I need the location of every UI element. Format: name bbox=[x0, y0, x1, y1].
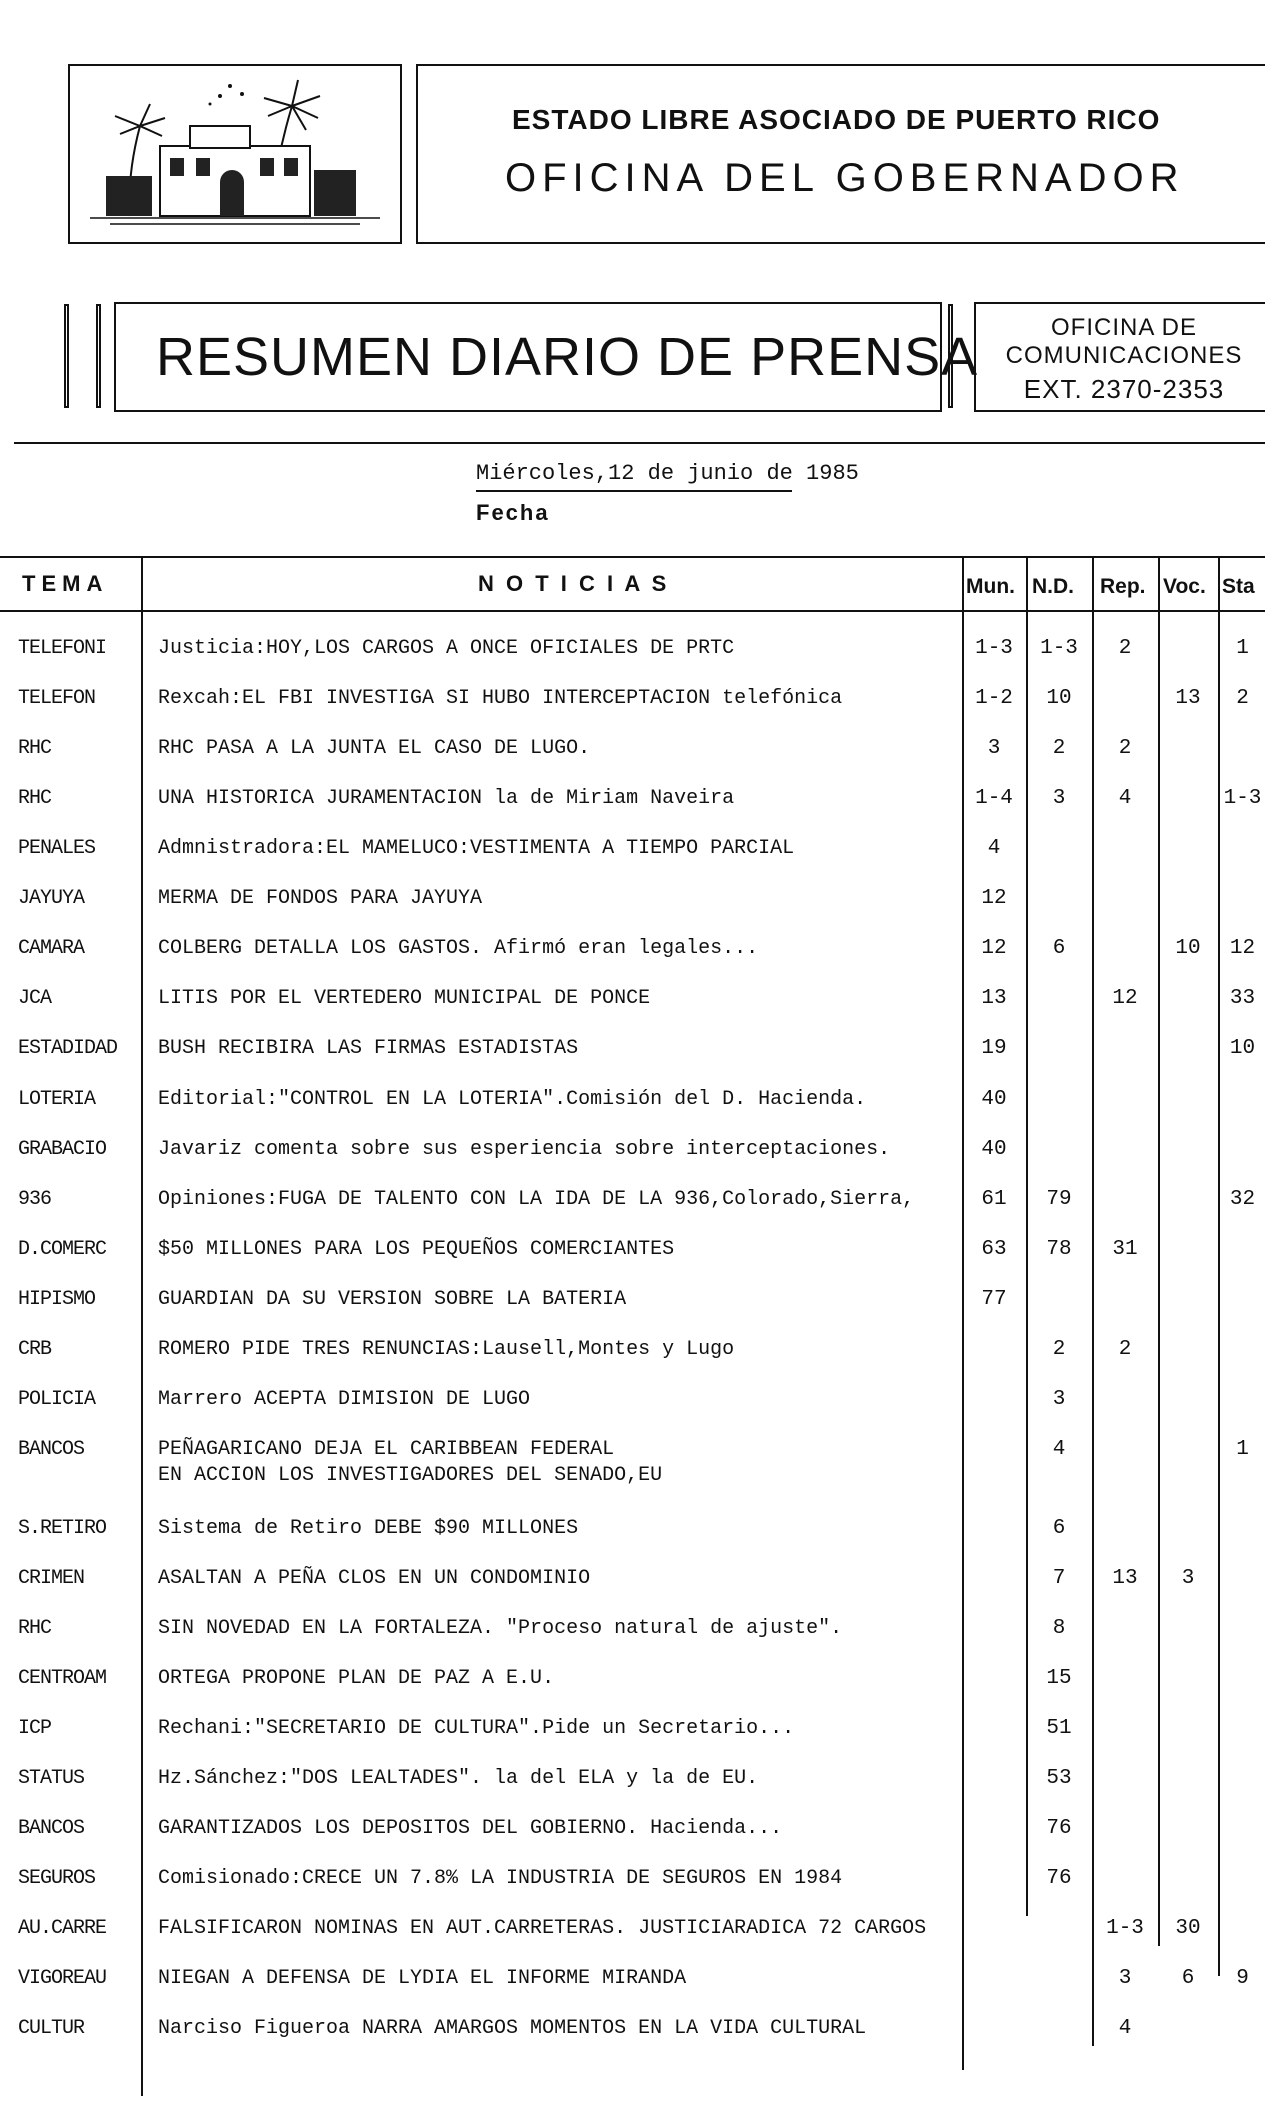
row-rep-page: 1-3 bbox=[1106, 1917, 1144, 1940]
row-voc-page: 10 bbox=[1175, 937, 1201, 960]
row-star-page: 9 bbox=[1236, 1967, 1249, 1990]
row-nd-page: 78 bbox=[1046, 1238, 1072, 1261]
row-mun-page: 1-2 bbox=[975, 687, 1013, 710]
row-noticia: Comisionado:CRECE UN 7.8% LA INDUSTRIA DE SEGUROS EN 1984 bbox=[158, 1867, 843, 1890]
row-noticia: Marrero ACEPTA DIMISION DE LUGO bbox=[158, 1388, 531, 1411]
row-noticia: COLBERG DETALLA LOS GASTOS. Afirmó eran legales... bbox=[158, 937, 759, 960]
header-noticias: N O T I C I A S bbox=[478, 571, 670, 596]
left-bar-1 bbox=[64, 304, 69, 408]
row-rep-page: 4 bbox=[1118, 2017, 1132, 2040]
row-mun-page: 40 bbox=[981, 1088, 1007, 1111]
row-tema: RHC bbox=[18, 1617, 52, 1640]
row-nd-page: 15 bbox=[1046, 1667, 1072, 1690]
row-tema: HIPISMO bbox=[18, 1288, 96, 1311]
row-rep-page: 3 bbox=[1118, 1967, 1132, 1990]
row-noticia: MERMA DE FONDOS PARA JAYUYA bbox=[158, 887, 483, 910]
row-nd-page: 6 bbox=[1052, 937, 1066, 960]
row-star-page: 10 bbox=[1229, 1037, 1256, 1060]
row-tema: BANCOS bbox=[18, 1817, 85, 1840]
row-nd-page: 3 bbox=[1052, 1388, 1066, 1411]
comunicaciones-line-2: COMUNICACIONES bbox=[1005, 342, 1243, 369]
row-noticia: PEÑAGARICANO DEJA EL CARIBBEAN FEDERAL bbox=[158, 1438, 615, 1461]
row-tema: 936 bbox=[18, 1188, 52, 1211]
row-star-page: 1 bbox=[1236, 1438, 1249, 1461]
fecha-label: Fecha bbox=[476, 500, 550, 525]
row-noticia: ORTEGA PROPONE PLAN DE PAZ A E.U. bbox=[158, 1667, 555, 1690]
row-tema: STATUS bbox=[18, 1767, 85, 1790]
fecha-underline bbox=[476, 490, 792, 492]
row-tema: LOTERIA bbox=[18, 1088, 96, 1111]
header-nd: N.D. bbox=[1032, 575, 1074, 598]
col-divider-tema bbox=[141, 556, 143, 2096]
row-noticia: Admnistradora:EL MAMELUCO:VESTIMENTA A TIEMPO PARCIAL bbox=[158, 837, 795, 860]
logo-frame bbox=[68, 64, 402, 244]
row-tema: AU.CARRE bbox=[18, 1917, 107, 1940]
header-mun: Mun. bbox=[966, 575, 1015, 598]
comunicaciones-line-1: OFICINA DE bbox=[1050, 314, 1198, 341]
row-star-page: 32 bbox=[1229, 1188, 1256, 1211]
row-star-page: 12 bbox=[1229, 937, 1256, 960]
row-nd-page: 3 bbox=[1052, 787, 1066, 810]
row-tema: RHC bbox=[18, 737, 52, 760]
oficina-gobernador-heading: OFICINA DEL GOBERNADOR bbox=[505, 156, 1185, 200]
row-noticia: Opiniones:FUGA DE TALENTO CON LA IDA DE LA 936,Colorado,Sierra, bbox=[158, 1188, 915, 1211]
col-divider-noticias bbox=[962, 556, 964, 2070]
row-nd-page: 7 bbox=[1052, 1567, 1066, 1590]
row-star-page: 2 bbox=[1236, 687, 1249, 710]
row-noticia: Justicia:HOY,LOS CARGOS A ONCE OFICIALES DE PRTC bbox=[158, 637, 735, 660]
row-star-page: 1 bbox=[1236, 637, 1249, 660]
row-mun-page: 19 bbox=[981, 1037, 1007, 1060]
row-tema: D.COMERC bbox=[18, 1238, 107, 1261]
row-mun-page: 13 bbox=[981, 987, 1007, 1010]
row-nd-page: 6 bbox=[1052, 1517, 1066, 1540]
row-noticia: Narciso Figueroa NARRA AMARGOS MOMENTOS EN LA VIDA CULTURAL bbox=[158, 2017, 867, 2040]
row-noticia: Editorial:"CONTROL EN LA LOTERIA".Comisión del D. Hacienda. bbox=[158, 1088, 867, 1111]
row-noticia: NIEGAN A DEFENSA DE LYDIA EL INFORME MIRANDA bbox=[158, 1967, 687, 1990]
row-mun-page: 63 bbox=[981, 1238, 1007, 1261]
row-noticia: GARANTIZADOS LOS DEPOSITOS DEL GOBIERNO. Hacienda... bbox=[158, 1817, 783, 1840]
title-frame bbox=[416, 64, 1265, 244]
row-noticia: Hz.Sánchez:"DOS LEALTADES". la del ELA y la de EU. bbox=[158, 1767, 759, 1790]
row-noticia: Sistema de Retiro DEBE $90 MILLONES bbox=[158, 1517, 579, 1540]
row-tema: RHC bbox=[18, 787, 52, 810]
right-bar-1 bbox=[948, 304, 953, 408]
row-nd-page: 2 bbox=[1052, 1338, 1066, 1361]
row-noticia: Javariz comenta sobre sus esperiencia sobre interceptaciones. bbox=[158, 1138, 891, 1161]
row-rep-page: 31 bbox=[1112, 1238, 1138, 1261]
row-tema: CENTROAM bbox=[18, 1667, 107, 1690]
row-tema: ESTADIDAD bbox=[18, 1037, 118, 1060]
row-tema: S.RETIRO bbox=[18, 1517, 107, 1540]
row-noticia: GUARDIAN DA SU VERSION SOBRE LA BATERIA bbox=[158, 1288, 627, 1311]
row-mun-page: 1-3 bbox=[975, 637, 1013, 660]
header-divider bbox=[14, 442, 1265, 444]
row-nd-page: 4 bbox=[1052, 1438, 1066, 1461]
row-mun-page: 77 bbox=[981, 1288, 1007, 1311]
row-tema: VIGOREAU bbox=[18, 1967, 107, 1990]
row-noticia: SIN NOVEDAD EN LA FORTALEZA. "Proceso natural de ajuste". bbox=[158, 1617, 843, 1640]
row-tema: CULTUR bbox=[18, 2017, 85, 2040]
row-nd-page: 53 bbox=[1046, 1767, 1072, 1790]
comunicaciones-ext: EXT. 2370-2353 bbox=[1023, 374, 1225, 404]
table-header-rule bbox=[0, 610, 1265, 612]
row-nd-page: 76 bbox=[1046, 1867, 1072, 1890]
row-rep-page: 2 bbox=[1118, 737, 1132, 760]
header-tema: TEMA bbox=[22, 571, 109, 596]
row-voc-page: 13 bbox=[1175, 687, 1201, 710]
row-rep-page: 2 bbox=[1118, 1338, 1132, 1361]
row-nd-page: 76 bbox=[1046, 1817, 1072, 1840]
table-top-rule bbox=[0, 556, 1265, 558]
row-mun-page: 12 bbox=[981, 937, 1007, 960]
row-tema: CAMARA bbox=[18, 937, 85, 960]
row-noticia: LITIS POR EL VERTEDERO MUNICIPAL DE PONCE bbox=[158, 987, 651, 1010]
row-noticia: BUSH RECIBIRA LAS FIRMAS ESTADISTAS bbox=[158, 1037, 579, 1060]
row-noticia-line-2: EN ACCION LOS INVESTIGADORES DEL SENADO,EU bbox=[158, 1464, 663, 1487]
row-noticia: Rexcah:EL FBI INVESTIGA SI HUBO INTERCEPTACION telefónica bbox=[158, 687, 843, 710]
row-nd-page: 2 bbox=[1052, 737, 1066, 760]
row-tema: TELEFONI bbox=[18, 637, 107, 660]
row-tema: POLICIA bbox=[18, 1388, 96, 1411]
row-mun-page: 12 bbox=[981, 887, 1007, 910]
col-divider-rep bbox=[1158, 556, 1160, 1946]
left-bar-2 bbox=[96, 304, 101, 408]
row-nd-page: 79 bbox=[1046, 1188, 1072, 1211]
row-nd-page: 51 bbox=[1046, 1717, 1072, 1740]
row-nd-page: 8 bbox=[1052, 1617, 1066, 1640]
row-mun-page: 3 bbox=[987, 737, 1001, 760]
fortaleza-logo-illustration bbox=[70, 66, 400, 242]
row-tema: GRABACIO bbox=[18, 1138, 107, 1161]
row-tema: CRIMEN bbox=[18, 1567, 85, 1590]
col-divider-voc bbox=[1218, 556, 1220, 1976]
row-star-page: 1-3 bbox=[1223, 787, 1262, 810]
header-voc: Voc. bbox=[1163, 575, 1206, 598]
row-tema: JCA bbox=[18, 987, 52, 1010]
row-tema: SEGUROS bbox=[18, 1867, 96, 1890]
row-tema: ICP bbox=[18, 1717, 52, 1740]
col-divider-mun bbox=[1026, 556, 1028, 1916]
row-tema: TELEFON bbox=[18, 687, 96, 710]
col-divider-nd bbox=[1092, 556, 1094, 2046]
row-voc-page: 3 bbox=[1181, 1567, 1195, 1590]
row-voc-page: 6 bbox=[1181, 1967, 1195, 1990]
header-rep: Rep. bbox=[1100, 575, 1146, 598]
row-noticia: ASALTAN A PEÑA CLOS EN UN CONDOMINIO bbox=[158, 1567, 591, 1590]
row-noticia: UNA HISTORICA JURAMENTACION la de Miriam Naveira bbox=[158, 787, 735, 810]
estado-heading: ESTADO LIBRE ASOCIADO DE PUERTO RICO bbox=[512, 104, 1161, 135]
row-noticia: FALSIFICARON NOMINAS EN AUT.CARRETERAS. JUSTICIARADICA 72 CARGOS bbox=[158, 1917, 927, 1940]
row-tema: PENALES bbox=[18, 837, 96, 860]
row-mun-page: 40 bbox=[981, 1138, 1007, 1161]
row-noticia: $50 MILLONES PARA LOS PEQUEÑOS COMERCIANTES bbox=[158, 1238, 675, 1261]
row-rep-page: 12 bbox=[1112, 987, 1138, 1010]
row-noticia: ROMERO PIDE TRES RENUNCIAS:Lausell,Montes y Lugo bbox=[158, 1338, 735, 1361]
row-mun-page: 61 bbox=[981, 1188, 1007, 1211]
resumen-title: RESUMEN DIARIO DE PRENSA bbox=[156, 327, 979, 387]
row-nd-page: 1-3 bbox=[1040, 637, 1078, 660]
row-nd-page: 10 bbox=[1046, 687, 1072, 710]
row-tema: JAYUYA bbox=[18, 887, 85, 910]
row-mun-page: 1-4 bbox=[975, 787, 1013, 810]
row-rep-page: 4 bbox=[1118, 787, 1132, 810]
row-star-page: 33 bbox=[1229, 987, 1256, 1010]
row-rep-page: 2 bbox=[1118, 637, 1132, 660]
row-rep-page: 13 bbox=[1112, 1567, 1138, 1590]
row-mun-page: 4 bbox=[987, 837, 1001, 860]
row-noticia: Rechani:"SECRETARIO DE CULTURA".Pide un Secretario... bbox=[158, 1717, 795, 1740]
row-tema: BANCOS bbox=[18, 1438, 85, 1461]
fecha-value: Miércoles,12 de junio de 1985 bbox=[476, 461, 859, 486]
header-star: Sta bbox=[1222, 575, 1255, 598]
row-voc-page: 30 bbox=[1175, 1917, 1201, 1940]
row-tema: CRB bbox=[18, 1338, 52, 1361]
row-noticia: RHC PASA A LA JUNTA EL CASO DE LUGO. bbox=[158, 737, 591, 760]
